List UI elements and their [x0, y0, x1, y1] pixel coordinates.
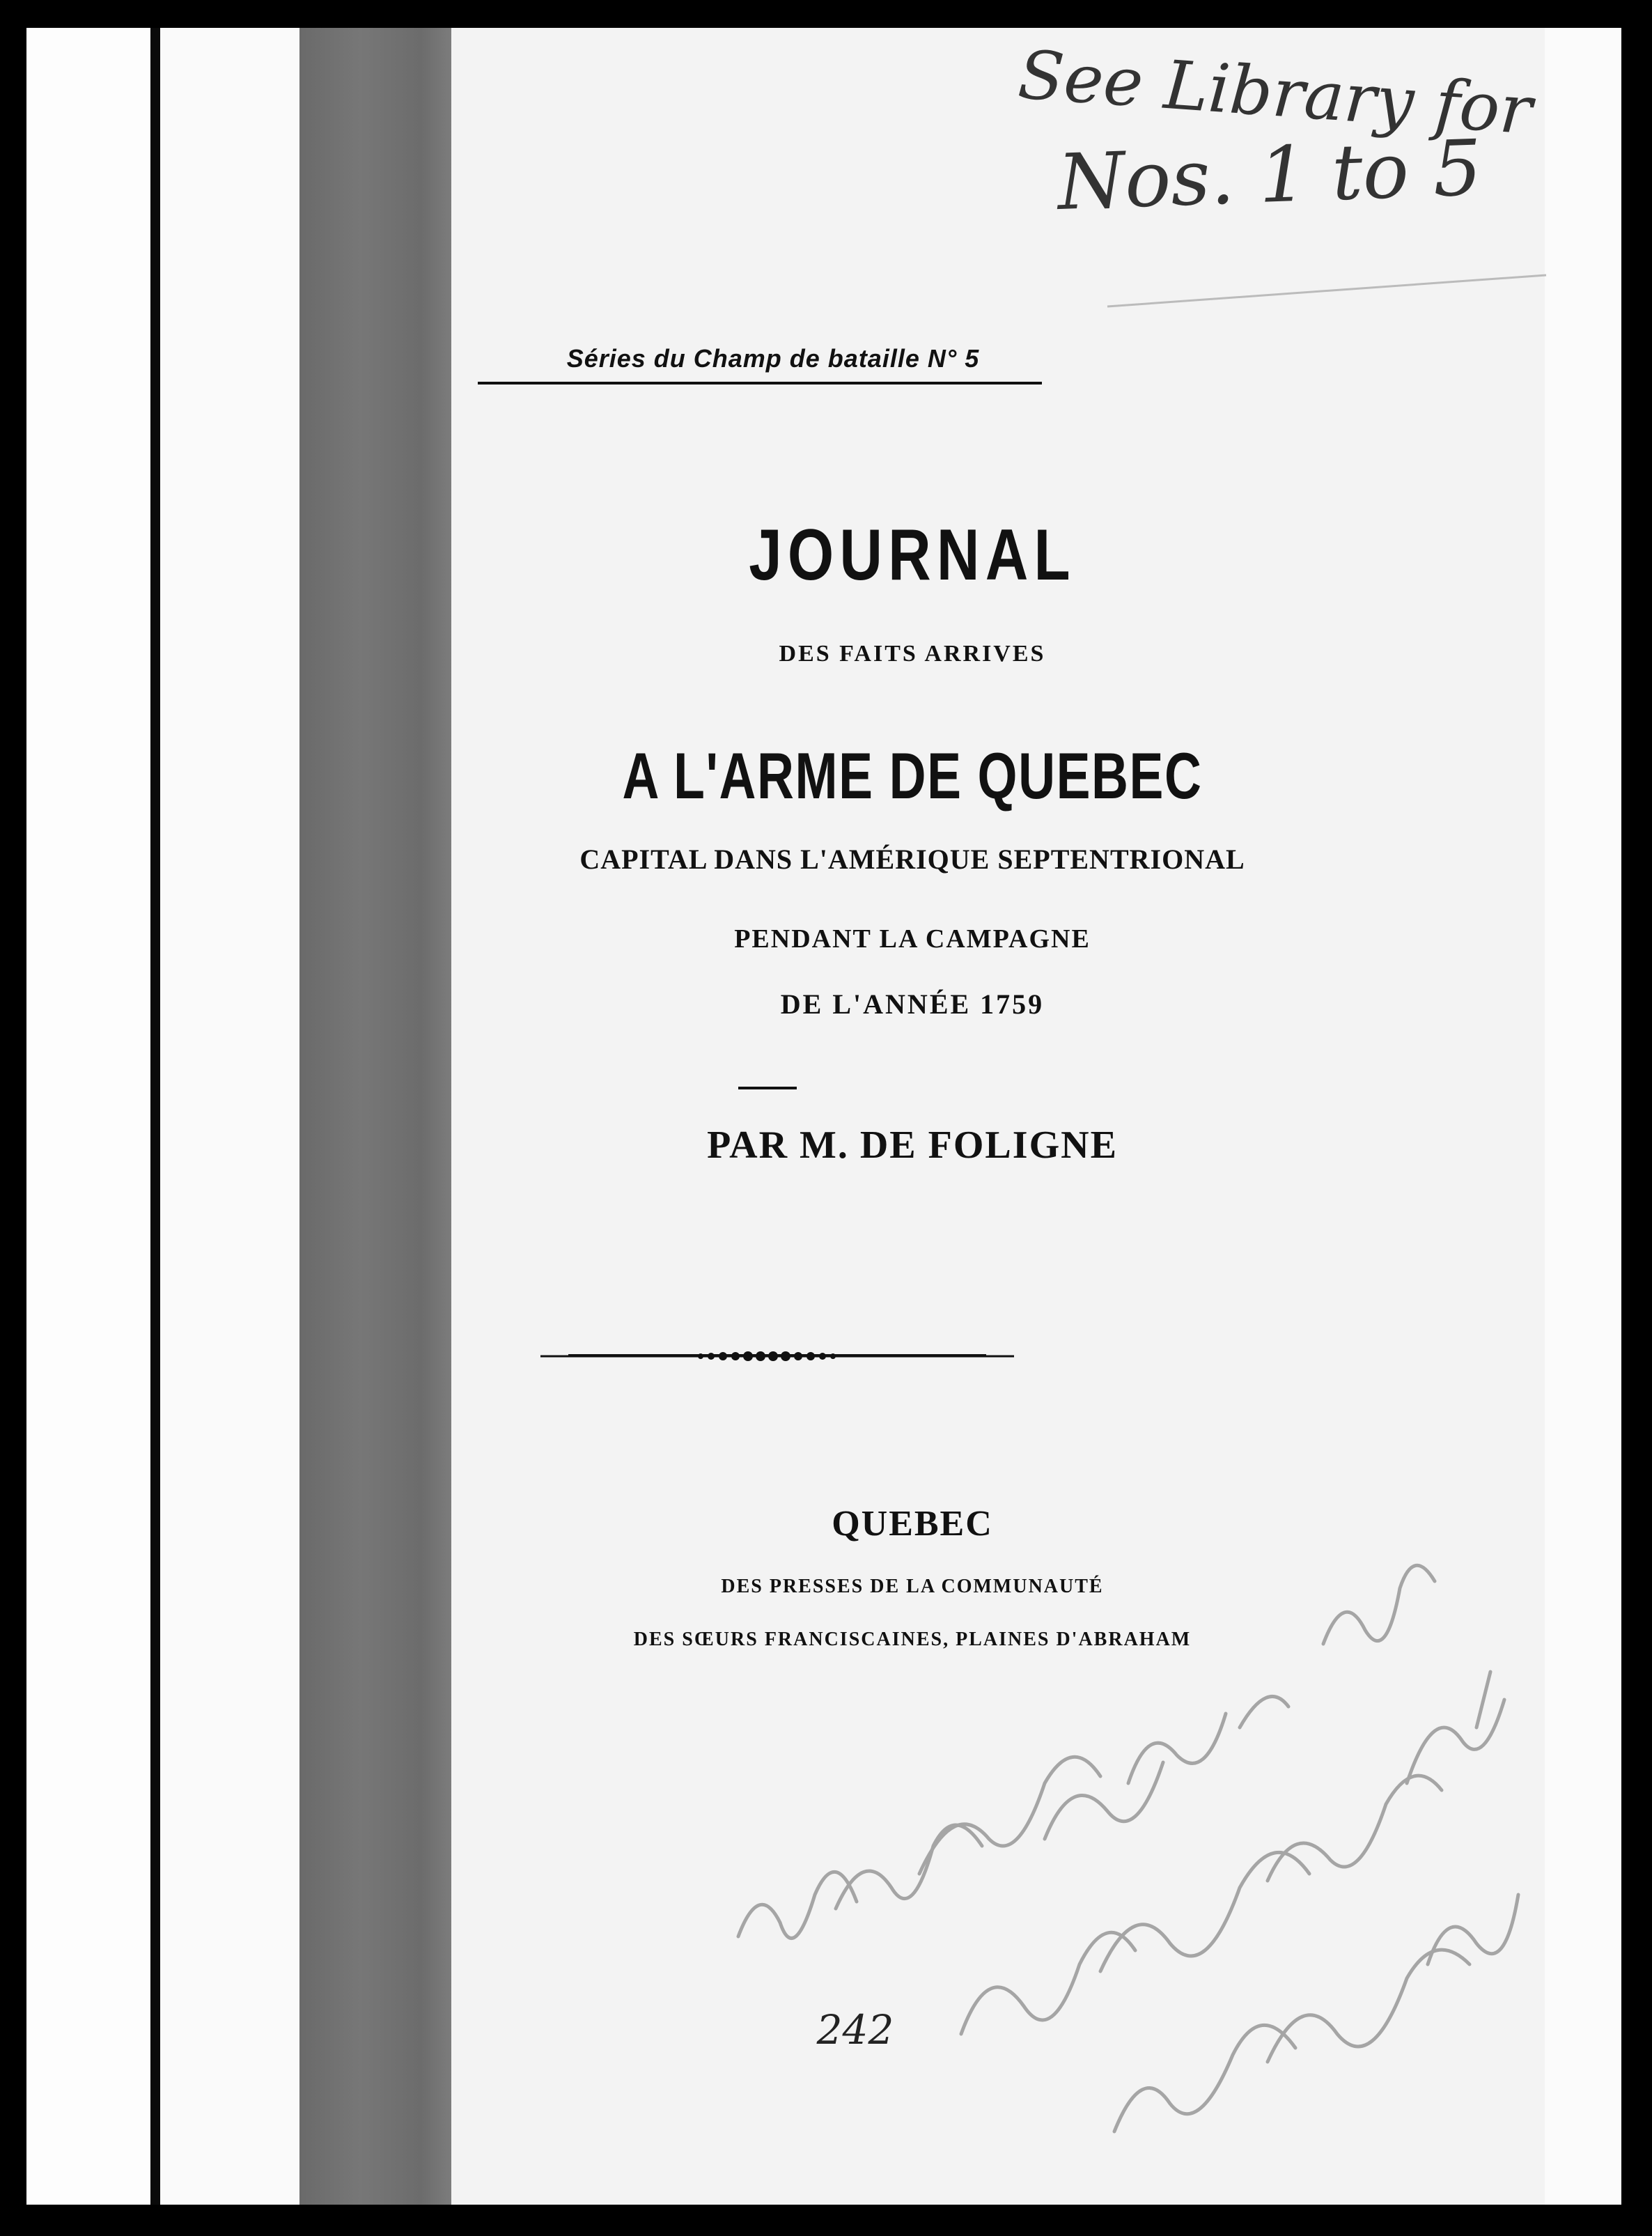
imprint-city: QUEBEC [832, 1504, 993, 1544]
shelf-number: 242 [816, 2006, 894, 2053]
ornamental-rule [540, 1344, 1014, 1368]
series-heading: Séries du Champ de bataille N° 5 [566, 344, 980, 373]
leaf-gap [150, 28, 160, 2205]
title-line-6: DE L'ANNÉE 1759 [780, 988, 1045, 1020]
title-line-5: PENDANT LA CAMPAGNE [734, 924, 1091, 954]
title-line-3: A L'ARME DE QUEBEC [622, 739, 1203, 812]
page-edge-right [1545, 28, 1621, 2205]
scan-border-right [1621, 0, 1652, 2236]
series-underline [478, 382, 1042, 385]
imprint-press-line-2: DES SŒURS FRANCISCAINES, PLAINES D'ABRAHAM [633, 1629, 1192, 1650]
title-main: JOURNAL [749, 515, 1076, 596]
title-line-4: CAPITAL DANS L'AMÉRIQUE SEPTENTRIONAL [579, 844, 1245, 875]
top-note-line-2: Nos. 1 to 5 [1056, 123, 1483, 227]
separator-rule [738, 1087, 797, 1089]
title-line-2: DES FAITS ARRIVES [779, 641, 1046, 667]
previous-leaf-edge [26, 28, 150, 2205]
scan-border-left [0, 0, 26, 2236]
top-note-line-1: See Library for [1015, 36, 1535, 150]
gutter-shadow [299, 28, 451, 2205]
binding-margin [160, 28, 299, 2205]
imprint-press-line-1: DES PRESSES DE LA COMMUNAUTÉ [721, 1576, 1104, 1597]
author-line: PAR M. DE FOLIGNE [707, 1124, 1118, 1167]
